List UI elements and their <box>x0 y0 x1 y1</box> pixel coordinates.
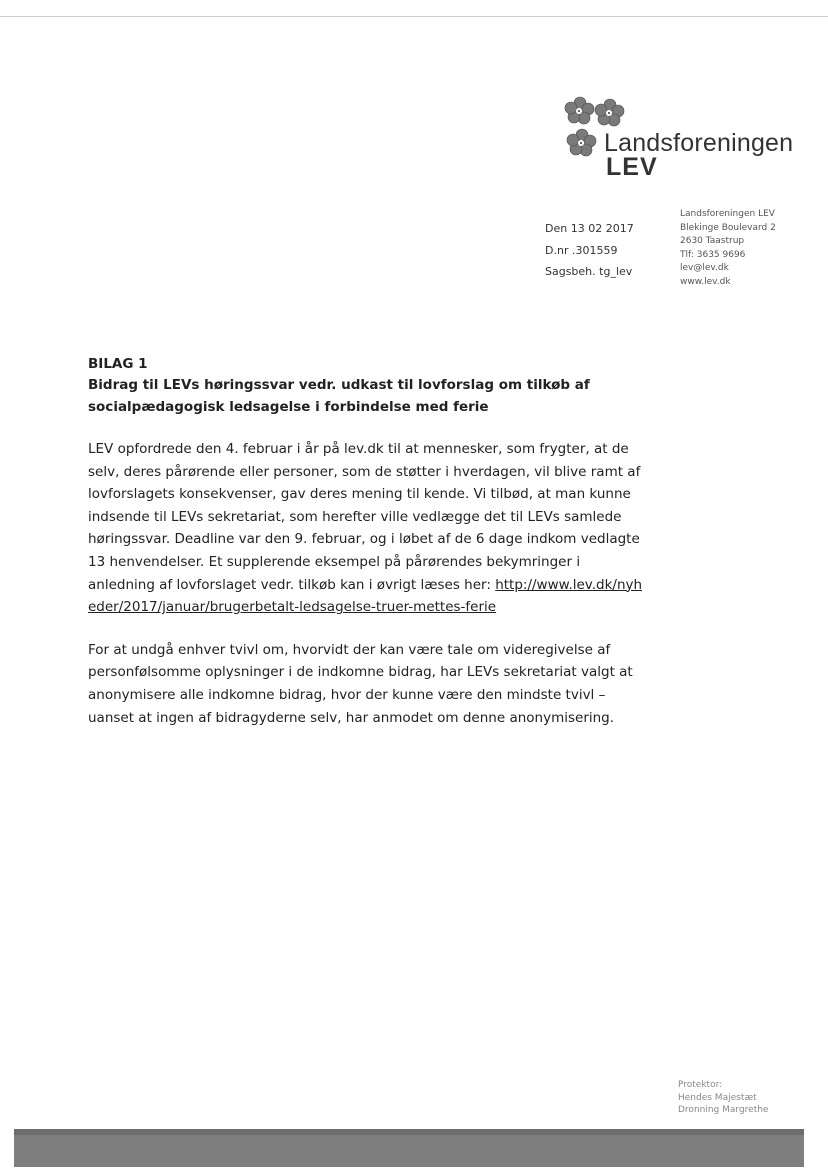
paragraph-1-text: LEV opfordrede den 4. februar i år på lev.dk til at mennesker, som frygter, at de selv, deres pårørende eller personer, som de støtter i hverdagen, vil blive ramt af lovforslagets konsekvenser, gav deres mening til kende. Vi tilbød, at man kunne indsende til LEVs sekretariat, som herefter ville vedlægge det til LEVs samlede høringssvar. Deadline var den 9. februar, og i løbet af de 6 dage indkom vedlagte 13 henvendelser. Et supplerende eksempel på pårørendes bekymringer i anledning af lovforslaget vedr. tilkøb kan i øvrigt læses her: <box>88 441 641 593</box>
letter-meta <box>545 218 634 283</box>
logo <box>560 93 794 183</box>
document-subtitle: Bidrag til LEVs høringssvar vedr. udkast til lovforslag om tilkøb af socialpædagogisk ledsagelse i forbindelse med ferie <box>88 377 590 415</box>
sender-address <box>680 208 776 289</box>
address-line: Blekinge Boulevard 2 <box>680 222 776 233</box>
protector-note <box>678 1079 768 1117</box>
protector-line: Dronning Margrethe <box>678 1105 769 1115</box>
logo-name: Landsforeningen <box>604 129 794 157</box>
logo-short-name: LEV <box>606 153 658 181</box>
top-rule <box>0 16 828 17</box>
case-number: D.nr .301559 <box>545 243 618 257</box>
scan-edge-band <box>14 1129 804 1167</box>
protector-line: Hendes Majestæt <box>678 1092 757 1103</box>
case-handler: Sagsbeh. tg_lev <box>545 265 633 278</box>
address-line: www.lev.dk <box>680 276 731 287</box>
protector-line: Protektor: <box>678 1080 723 1090</box>
address-line: Tlf: 3635 9696 <box>680 249 746 260</box>
letter-date: Den 13 02 2017 <box>545 222 634 235</box>
address-line: lev@lev.dk <box>680 263 729 273</box>
address-line: Landsforeningen LEV <box>680 209 775 219</box>
document-heading: BILAG 1 <box>88 356 148 372</box>
paragraph-2: For at undgå enhver tvivl om, hvorvidt der kan være tale om videregivelse af personfølsomme oplysninger i de indkomne bidrag, har LEVs sekretariat valgt at anonymisere alle indkomne bidrag, hvor der kunne være den mindste tvivl – uanset at ingen af bidragyderne selv, har anmodet om denne anonymisering. <box>88 641 633 726</box>
article-link[interactable]: http://www.lev.dk/nyheder/2017/januar/brugerbetalt-ledsagelse-truer-mettes-ferie <box>88 576 643 616</box>
address-line: 2630 Taastrup <box>680 236 745 246</box>
document-body <box>88 354 648 749</box>
paragraph-1 <box>88 438 648 619</box>
